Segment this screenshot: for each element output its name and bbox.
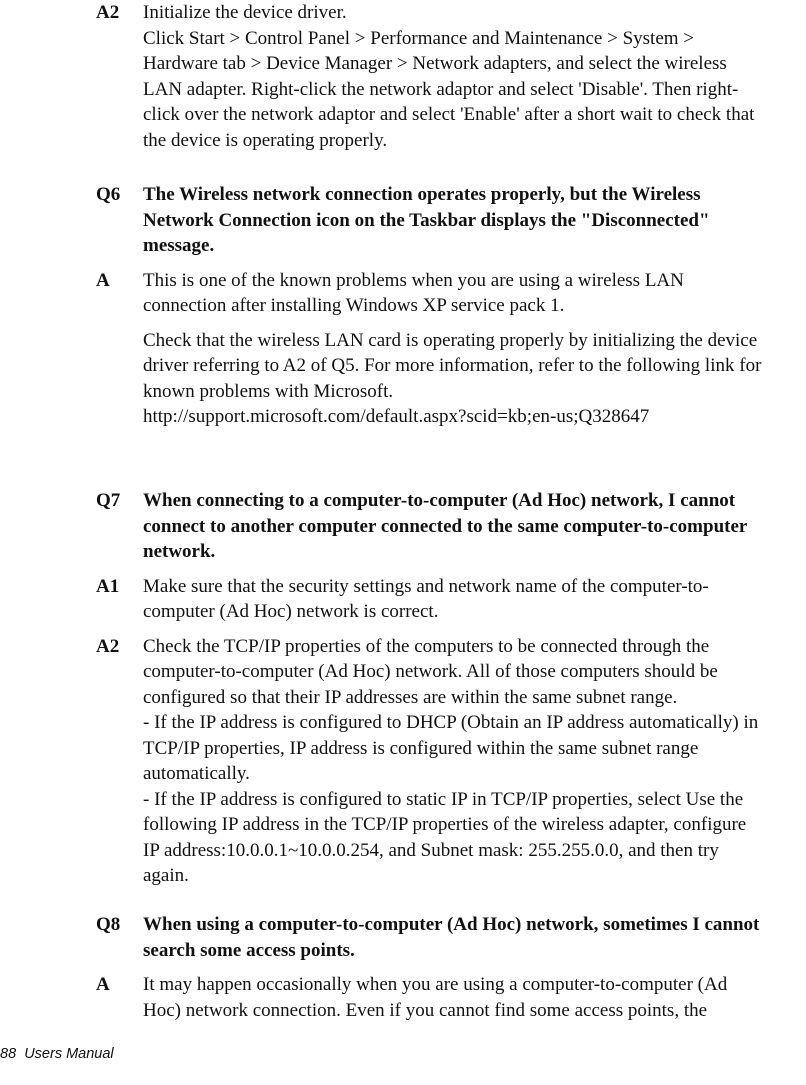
- question-text: When connecting to a computer-to-computer (Ad Hoc) network, I cannot connect to another computer connected to the same computer-to-computer network.: [143, 490, 748, 562]
- answer-label: A1: [96, 575, 120, 597]
- manual-title: Users Manual: [24, 1046, 114, 1062]
- answer-text: Make sure that the security settings and network name of the computer-to- computer (Ad Hoc) network is correct.: [143, 575, 709, 622]
- page-footer: [0, 1045, 114, 1063]
- answer-label: A: [96, 269, 110, 291]
- faq-q6: [0, 182, 806, 430]
- answer-row: [0, 574, 806, 625]
- answer-row: [0, 268, 806, 319]
- answer-row: [0, 634, 806, 889]
- faq-q7: [0, 488, 806, 889]
- answer-row: [0, 0, 806, 153]
- answer-text: Initialize the device driver. Click Start > Control Panel > Performance and Maintenance > System > Hardware tab > Device Manager > Network adapters, and select the wireless LAN adapter. Right-click the network adaptor and select 'Disable'. Then right- click over the network adaptor and select 'Enable' after a short wait to check that the device is operating properly.: [143, 2, 755, 151]
- faq-q8: [0, 912, 806, 1023]
- answer-block-q5-a2: [0, 0, 806, 153]
- answer-text: Check the TCP/IP properties of the computers to be connected through the computer-to-computer (Ad Hoc) network. All of those computers should be configured so that their IP addresses are within the same subnet range. - If the IP address is configured to DHCP (Obtain an IP address automatically) in TCP/IP properties, IP address is configured within the same subnet range automatically. - If the IP address is configured to static IP in TCP/IP properties, select Use the following IP address in the TCP/IP properties of the wireless adapter, configure IP address:10.0.0.1~10.0.0.254, and Subnet mask: 255.255.0.0, and then try again.: [143, 635, 759, 886]
- page-number: 88: [0, 1046, 17, 1062]
- answer-label: A: [96, 974, 110, 995]
- answer-row: [0, 328, 806, 430]
- question-label: Q8: [96, 914, 121, 935]
- answer-text: It may happen occasionally when you are using a computer-to-computer (Ad Hoc) network connection. Even if you cannot find some access points, the: [143, 974, 728, 1021]
- answer-label: A2: [96, 635, 120, 657]
- answer-text: Check that the wireless LAN card is operating properly by initializing the device driver referring to A2 of Q5. For more information, refer to the following link for known problems with Microsoft. http://support.microsoft.com/default.aspx?scid=kb;en-us;Q328647: [143, 329, 762, 427]
- question-text: When using a computer-to-computer (Ad Hoc) network, sometimes I cannot search some access points.: [143, 914, 760, 961]
- answer-label: A2: [96, 2, 120, 23]
- answer-text: This is one of the known problems when you are using a wireless LAN connection after installing Windows XP service pack 1.: [143, 269, 684, 316]
- answer-row: [0, 972, 806, 1023]
- question-label: Q6: [96, 184, 121, 205]
- question-row: [0, 912, 806, 963]
- question-row: [0, 182, 806, 259]
- question-text: The Wireless network connection operates properly, but the Wireless Network Connection icon on the Taskbar displays the "Disconnected" message.: [143, 184, 710, 256]
- question-label: Q7: [96, 490, 121, 511]
- question-row: [0, 488, 806, 565]
